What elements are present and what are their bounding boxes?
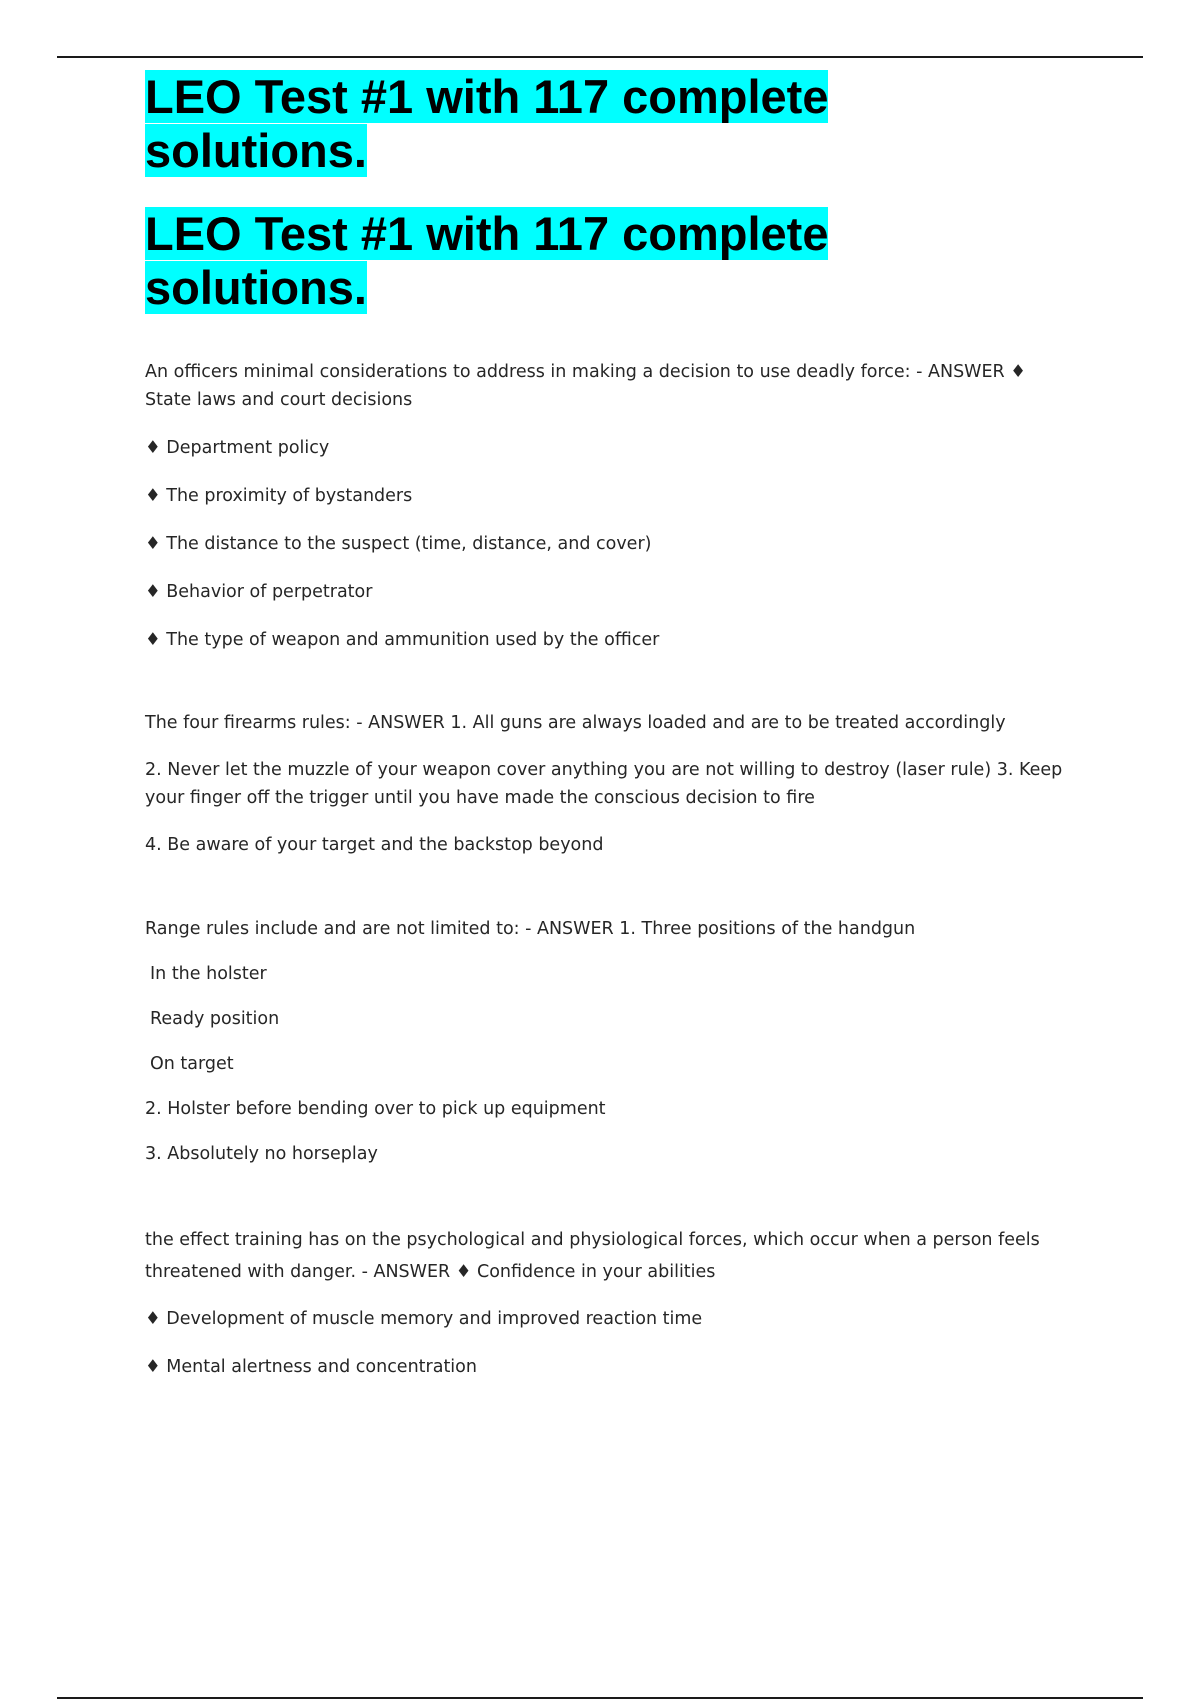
title-highlight: LEO Test #1 with 117 complete solutions.: [145, 70, 829, 177]
question-answer-text: The four firearms rules: - ANSWER 1. All guns are always loaded and are to be treated accordingly: [145, 713, 1006, 733]
document-title-repeat: [145, 207, 865, 315]
footer-rule: [57, 1697, 1143, 1699]
question-answer-text: Range rules include and are not limited to: - ANSWER 1. Three positions of the handgun: [145, 919, 916, 939]
answer-line: On target: [150, 1054, 234, 1074]
answer-line: 4. Be aware of your target and the backstop beyond: [145, 835, 604, 855]
document-title: [145, 70, 865, 178]
answer-bullet: ♦ The proximity of bystanders: [145, 486, 413, 506]
header-rule: [57, 56, 1143, 58]
answer-bullet: ♦ The distance to the suspect (time, distance, and cover): [145, 534, 652, 554]
answer-bullet: ♦ Development of muscle memory and improved reaction time: [145, 1309, 703, 1329]
answer-bullet: ♦ The type of weapon and ammunition used by the officer: [145, 630, 660, 650]
answer-line: 2. Never let the muzzle of your weapon cover anything you are not willing to destroy (laser rule) 3. Keep your finger off the trigger until you have made the conscious decision to fire: [145, 760, 1063, 808]
answer-bullet: ♦ Department policy: [145, 438, 330, 458]
answer-bullet: ♦ Mental alertness and concentration: [145, 1357, 477, 1377]
answer-line: 3. Absolutely no horseplay: [145, 1144, 378, 1164]
answer-line: In the holster: [150, 964, 267, 984]
answer-bullet: ♦ Behavior of perpetrator: [145, 582, 373, 602]
answer-line: 2. Holster before bending over to pick up equipment: [145, 1099, 606, 1119]
answer-line: Ready position: [150, 1009, 280, 1029]
qa-item-deadly-force: [145, 358, 1095, 654]
qa-item-range-rules: [145, 915, 1095, 1168]
qa-item-firearms-rules: [145, 709, 1095, 859]
title-highlight: LEO Test #1 with 117 complete solutions.: [145, 207, 829, 314]
document-body: [145, 70, 1095, 1381]
qa-item-training-effect: [145, 1224, 1095, 1381]
question-answer-text: An officers minimal considerations to address in making a decision to use deadly force: - ANSWER ♦ State laws and court decisions: [145, 362, 1026, 410]
question-answer-text: the effect training has on the psychological and physiological forces, which occur when a person feels threatened with danger. - ANSWER ♦ Confidence in your abilities: [145, 1230, 1040, 1282]
